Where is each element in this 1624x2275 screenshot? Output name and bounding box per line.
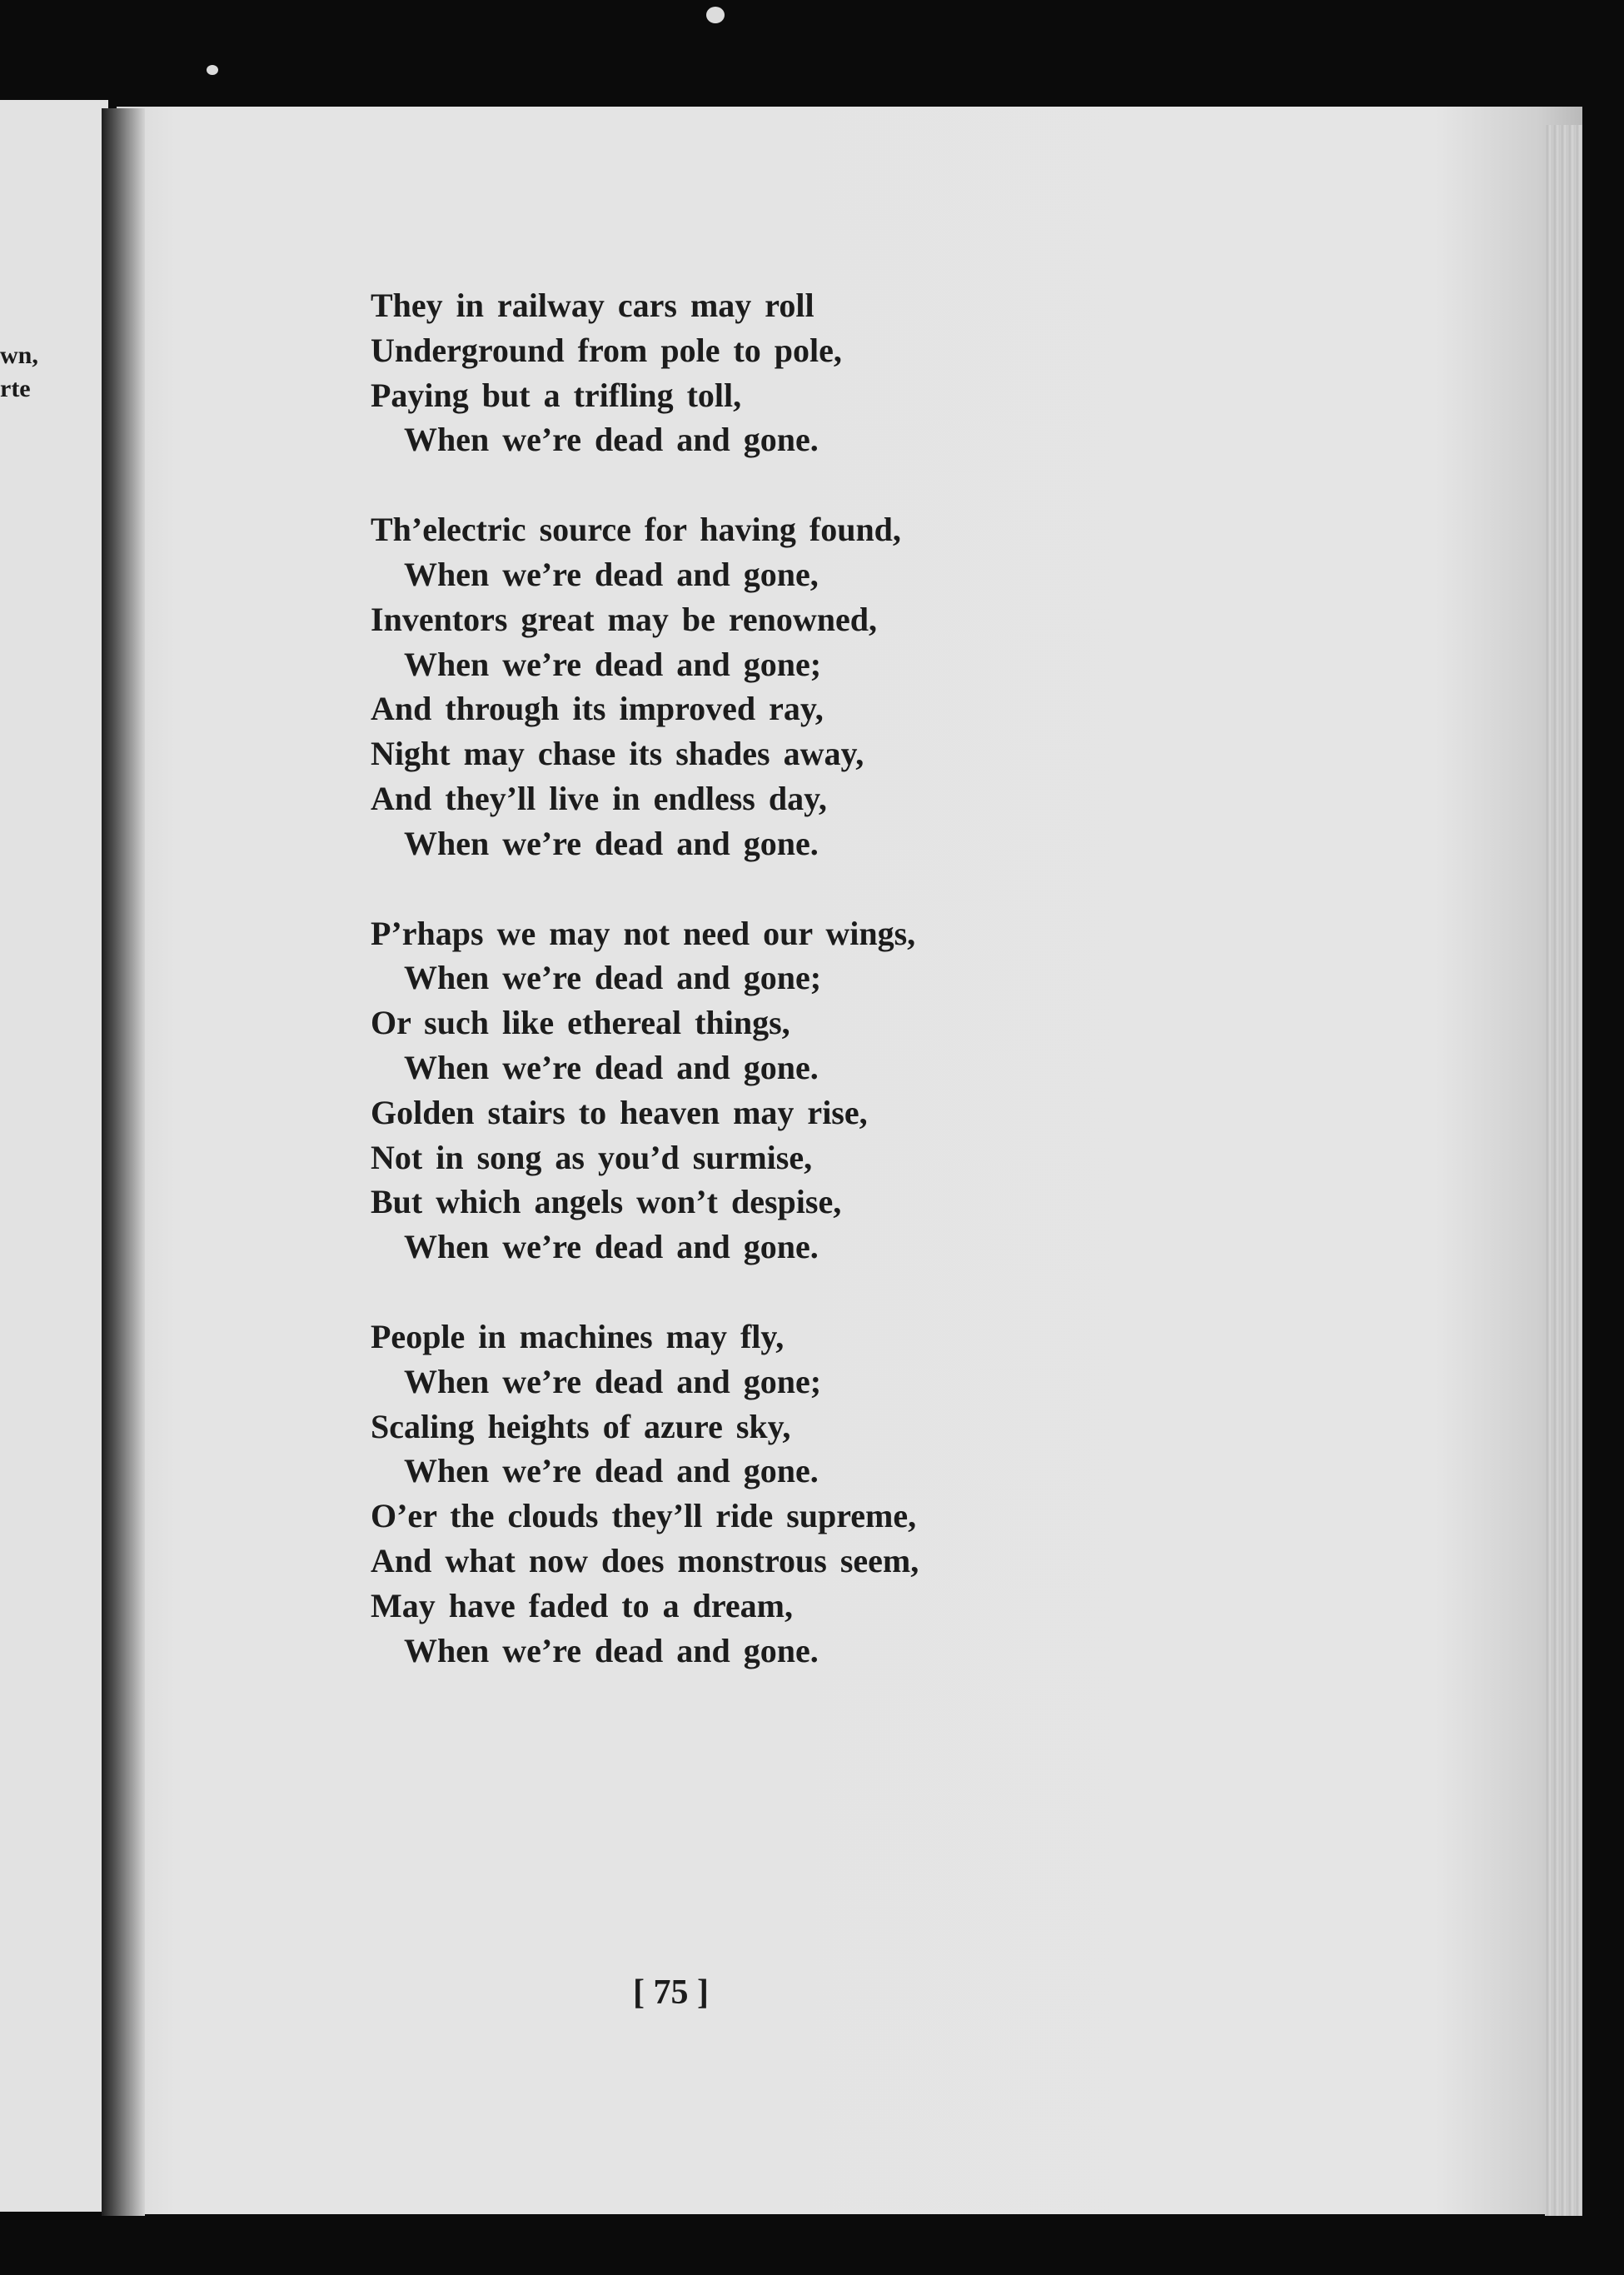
refrain-line: When we’re dead and gone. [404, 421, 819, 459]
verse-line: Paying but a trifling toll, [371, 376, 742, 414]
refrain-line: When we’re dead and gone. [404, 1048, 819, 1086]
verse-line: And they’ll live in endless day, [371, 779, 827, 817]
refrain-line: When we’re dead and gone; [404, 645, 822, 683]
left-page-edge [0, 100, 108, 2212]
verse-line: But which angels won’t despise, [371, 1183, 842, 1221]
refrain-line: When we’re dead and gone. [404, 1452, 819, 1490]
refrain-line: When we’re dead and gone; [404, 959, 822, 997]
verse-line: They in railway cars may roll [371, 287, 814, 324]
verse-line: Underground from pole to pole, [371, 331, 842, 369]
verse-line: Th’electric source for having found, [371, 511, 901, 549]
dust-speck [207, 65, 218, 75]
refrain-line: When we’re dead and gone. [404, 824, 819, 862]
stanza [371, 911, 1120, 1270]
refrain-line: When we’re dead and gone, [404, 555, 819, 593]
stanza [371, 507, 1120, 866]
verse-line: Not in song as you’d surmise, [371, 1138, 813, 1176]
left-page-fragment: rte [0, 375, 31, 402]
verse-line: P’rhaps we may not need our wings, [371, 914, 916, 952]
stanza [371, 283, 1120, 462]
refrain-line: When we’re dead and gone. [404, 1228, 819, 1266]
poem-text [371, 283, 1120, 1718]
refrain-line: When we’re dead and gone. [404, 1631, 819, 1669]
verse-line: Night may chase its shades away, [371, 735, 864, 773]
dust-speck [706, 7, 725, 23]
verse-line: And what now does monstrous seem, [371, 1541, 919, 1579]
verse-line: People in machines may fly, [371, 1317, 785, 1355]
left-page-fragment: wn, [0, 342, 38, 369]
verse-line: Golden stairs to heaven may rise, [371, 1093, 868, 1131]
verse-line: Scaling heights of azure sky, [371, 1407, 791, 1445]
page-number: [ 75 ] [633, 1973, 709, 2012]
verse-line: And through its improved ray, [371, 690, 824, 728]
refrain-line: When we’re dead and gone; [404, 1362, 822, 1400]
stanza [371, 1315, 1120, 1673]
verse-line: O’er the clouds they’ll ride supreme, [371, 1497, 917, 1535]
verse-line: May have faded to a dream, [371, 1586, 793, 1624]
book-gutter [102, 108, 145, 2216]
page-edge-shadow [1545, 125, 1582, 2216]
verse-line: Inventors great may be renowned, [371, 600, 878, 638]
verse-line: Or such like ethereal things, [371, 1004, 790, 1042]
